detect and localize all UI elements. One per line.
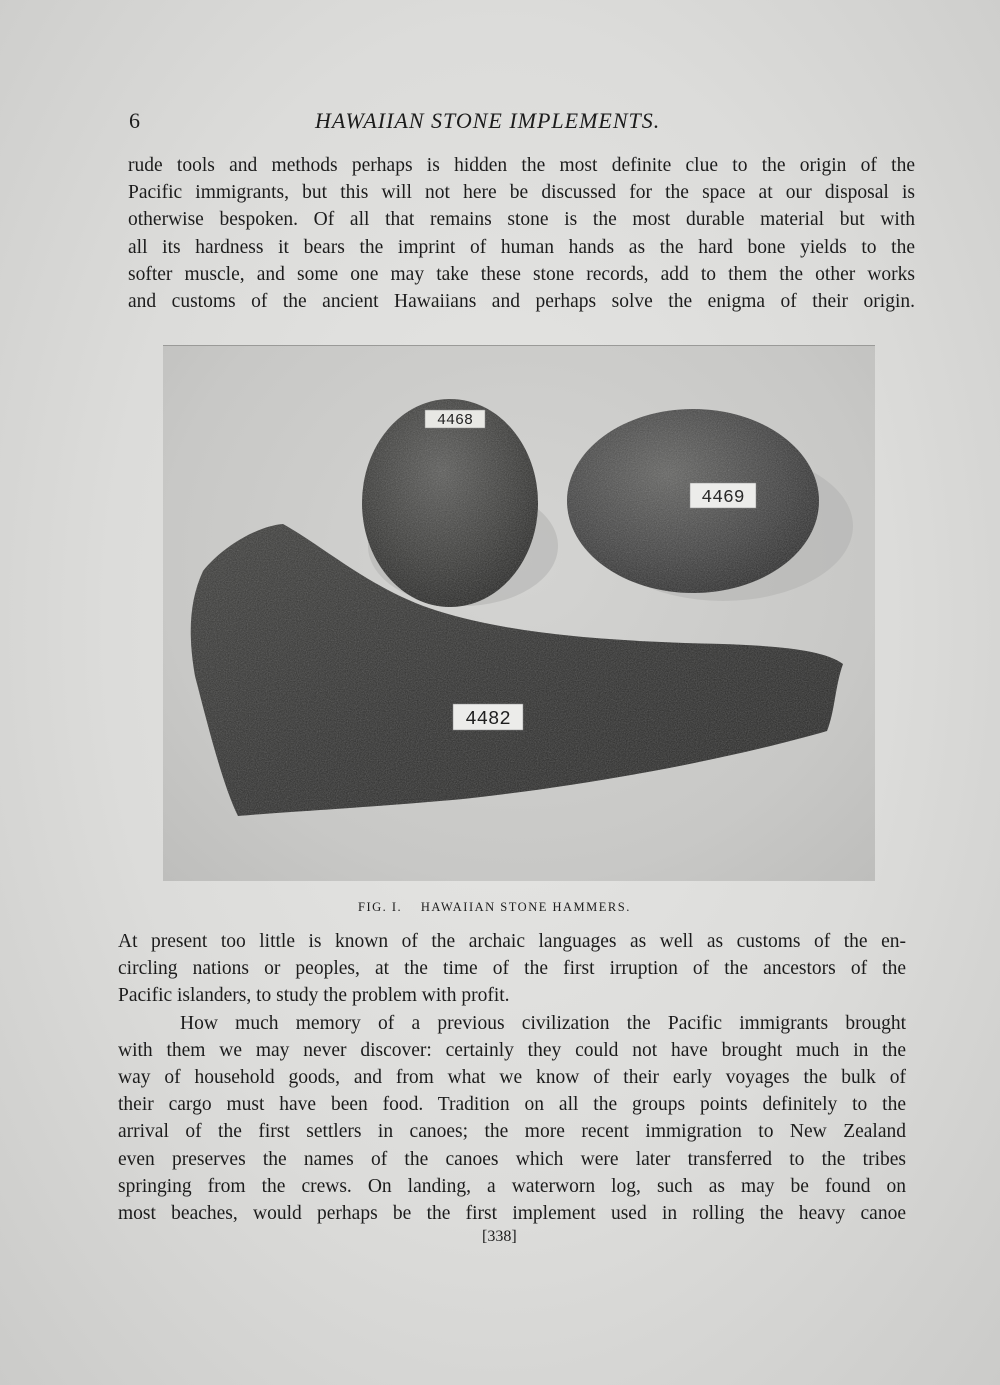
text-line: Pacific islanders, to study the problem with profit.	[118, 985, 510, 1007]
label-4468	[425, 410, 485, 429]
running-title: HAWAIIAN STONE IMPLEMENTS.	[315, 108, 661, 133]
figure-caption	[358, 900, 645, 915]
caption-number: FIG. I.	[358, 900, 403, 914]
page-header	[125, 108, 915, 138]
text-line: Pacific immigrants, but this will not here be discussed for the space at our disposal is	[128, 182, 915, 204]
text-line: springing from the crews. On landing, a waterworn log, such as may be found on	[118, 1175, 906, 1197]
text-line: How much memory of a previous civilization the Pacific immigrants brought	[180, 1012, 906, 1034]
bottom-text	[118, 928, 906, 1227]
top-paragraph	[128, 152, 915, 315]
text-line: their cargo must have been food. Tradition on all the groups points definitely to the	[118, 1094, 906, 1116]
text-line: arrival of the first settlers in canoes; the more recent immigration to New Zealand	[118, 1121, 906, 1143]
folio-number: [338]	[482, 1228, 517, 1245]
page-number: 6	[129, 108, 140, 133]
text-line: most beaches, would perhaps be the first implement used in rolling the heavy canoe	[118, 1203, 906, 1225]
label-4469-text: 4469	[701, 488, 745, 508]
text-line: even preserves the names of the canoes which were later transferred to the tribes	[118, 1148, 906, 1170]
label-4468-text: 4468	[436, 412, 474, 429]
label-4482	[453, 704, 523, 730]
stone-hammers-photo	[163, 345, 875, 881]
text-line: At present too little is known of the archaic languages as well as customs of the en-	[118, 931, 906, 952]
text-line: rude tools and methods perhaps is hidden the most definite clue to the origin of the	[128, 155, 915, 176]
stone-hammer-4468	[362, 399, 538, 607]
text-line: way of household goods, and from what we know of their early voyages the bulk of	[118, 1067, 906, 1089]
label-4482-text: 4482	[465, 708, 511, 730]
text-line: with them we may never discover: certainly they could not have brought much in the	[118, 1039, 906, 1061]
label-4469	[690, 483, 756, 508]
text-line: softer muscle, and some one may take these stone records, add to them the other works	[128, 263, 915, 285]
text-line: otherwise bespoken. Of all that remains stone is the most durable material but with	[128, 209, 915, 231]
text-line: all its hardness it bears the imprint of human hands as the hard bone yields to the	[128, 236, 915, 258]
caption-text: HAWAIIAN STONE HAMMERS.	[420, 900, 631, 914]
photo-illustration	[163, 346, 875, 881]
text-line: circling nations or peoples, at the time of the first irruption of the ancestors of the	[118, 958, 906, 980]
text-line: and customs of the ancient Hawaiians and perhaps solve the enigma of their origin.	[128, 291, 915, 313]
